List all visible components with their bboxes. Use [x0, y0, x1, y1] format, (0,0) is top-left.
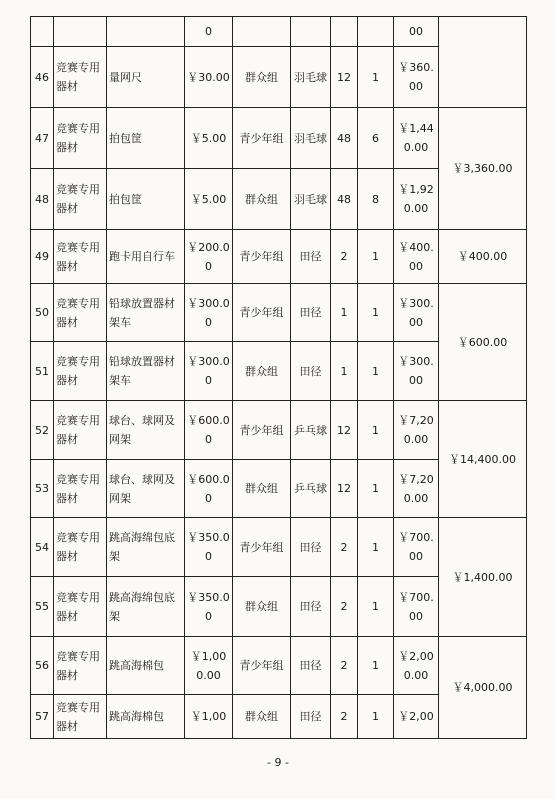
name-cell: 铅球放置器材架车 — [107, 284, 185, 342]
name-cell: 拍包筐 — [107, 169, 185, 230]
subtotal-cell: ￥2,000.00 — [394, 637, 439, 695]
group-cell: 群众组 — [233, 342, 291, 401]
qty-cell: 12 — [331, 47, 358, 108]
category-cell: 竞赛专用器材 — [54, 47, 107, 108]
group-cell: 青少年组 — [233, 284, 291, 342]
idx-cell: 49 — [31, 230, 54, 284]
group-cell: 群众组 — [233, 169, 291, 230]
count-cell: 8 — [358, 169, 394, 230]
subtotal-cell: ￥1,920.00 — [394, 169, 439, 230]
name-cell: 铅球放置器材架车 — [107, 342, 185, 401]
qty-cell: 48 — [331, 169, 358, 230]
subtotal-cell: 00 — [394, 17, 439, 47]
group-cell: 群众组 — [233, 577, 291, 637]
sport-cell: 田径 — [291, 284, 331, 342]
table-row — [31, 230, 527, 284]
sport-cell: 羽毛球 — [291, 108, 331, 169]
sport-cell: 田径 — [291, 695, 331, 739]
table-row — [31, 637, 527, 695]
count-cell: 1 — [358, 637, 394, 695]
name-cell: 跳高海绵包底架 — [107, 518, 185, 577]
qty-cell: 2 — [331, 518, 358, 577]
sport-cell: 田径 — [291, 230, 331, 284]
qty-cell: 2 — [331, 230, 358, 284]
price-cell: ￥350.00 — [185, 577, 233, 637]
name-cell: 跳高海棉包 — [107, 637, 185, 695]
total-cell: ￥1,400.00 — [439, 518, 527, 637]
idx-cell: 54 — [31, 518, 54, 577]
group-cell: 群众组 — [233, 47, 291, 108]
subtotal-cell: ￥360.00 — [394, 47, 439, 108]
qty-cell: 48 — [331, 108, 358, 169]
subtotal-cell: ￥700.00 — [394, 518, 439, 577]
group-cell: 青少年组 — [233, 230, 291, 284]
subtotal-cell: ￥7,200.00 — [394, 460, 439, 518]
price-cell: ￥1,000.00 — [185, 637, 233, 695]
qty-cell: 12 — [331, 460, 358, 518]
group-cell: 群众组 — [233, 460, 291, 518]
subtotal-cell: ￥300.00 — [394, 342, 439, 401]
total-cell: ￥600.00 — [439, 284, 527, 401]
price-cell: ￥300.00 — [185, 342, 233, 401]
sport-cell: 乒乓球 — [291, 460, 331, 518]
count-cell: 1 — [358, 284, 394, 342]
category-cell: 竞赛专用器材 — [54, 169, 107, 230]
table-row — [31, 284, 527, 342]
subtotal-cell: ￥1,440.00 — [394, 108, 439, 169]
subtotal-cell: ￥7,200.00 — [394, 401, 439, 460]
sport-cell: 羽毛球 — [291, 47, 331, 108]
qty-cell: 2 — [331, 695, 358, 739]
name-cell: 跑卡用自行车 — [107, 230, 185, 284]
name-cell: 球台、球网及网架 — [107, 401, 185, 460]
idx-cell: 50 — [31, 284, 54, 342]
count-cell: 1 — [358, 47, 394, 108]
equipment-budget-table — [30, 16, 527, 739]
table-row — [31, 17, 527, 47]
price-cell: ￥600.00 — [185, 401, 233, 460]
category-cell: 竞赛专用器材 — [54, 284, 107, 342]
idx-cell: 56 — [31, 637, 54, 695]
qty-cell: 1 — [331, 342, 358, 401]
count-cell: 1 — [358, 401, 394, 460]
sport-cell — [291, 17, 331, 47]
idx-cell: 52 — [31, 401, 54, 460]
idx-cell — [31, 17, 54, 47]
table-row — [31, 401, 527, 460]
total-cell — [439, 17, 527, 108]
category-cell: 竞赛专用器材 — [54, 401, 107, 460]
idx-cell: 46 — [31, 47, 54, 108]
count-cell: 1 — [358, 518, 394, 577]
category-cell: 竞赛专用器材 — [54, 342, 107, 401]
idx-cell: 53 — [31, 460, 54, 518]
count-cell: 1 — [358, 342, 394, 401]
total-cell: ￥3,360.00 — [439, 108, 527, 230]
count-cell: 1 — [358, 577, 394, 637]
sport-cell: 田径 — [291, 577, 331, 637]
table-row — [31, 108, 527, 169]
group-cell: 青少年组 — [233, 637, 291, 695]
name-cell — [107, 17, 185, 47]
name-cell: 跳高海棉包 — [107, 695, 185, 739]
page-number: - 9 - — [267, 756, 289, 769]
category-cell: 竞赛专用器材 — [54, 518, 107, 577]
name-cell: 量网尺 — [107, 47, 185, 108]
price-cell: 0 — [185, 17, 233, 47]
idx-cell: 51 — [31, 342, 54, 401]
category-cell: 竞赛专用器材 — [54, 230, 107, 284]
idx-cell: 57 — [31, 695, 54, 739]
group-cell: 青少年组 — [233, 518, 291, 577]
subtotal-cell: ￥2,00 — [394, 695, 439, 739]
count-cell: 1 — [358, 460, 394, 518]
count-cell: 6 — [358, 108, 394, 169]
table-body — [31, 17, 527, 739]
sport-cell: 羽毛球 — [291, 169, 331, 230]
name-cell: 跳高海绵包底架 — [107, 577, 185, 637]
qty-cell — [331, 17, 358, 47]
qty-cell: 12 — [331, 401, 358, 460]
price-cell: ￥1,00 — [185, 695, 233, 739]
group-cell: 青少年组 — [233, 401, 291, 460]
price-cell: ￥30.00 — [185, 47, 233, 108]
group-cell: 群众组 — [233, 695, 291, 739]
total-cell: ￥4,000.00 — [439, 637, 527, 739]
idx-cell: 48 — [31, 169, 54, 230]
category-cell — [54, 17, 107, 47]
subtotal-cell: ￥300.00 — [394, 284, 439, 342]
sport-cell: 田径 — [291, 637, 331, 695]
sport-cell: 田径 — [291, 342, 331, 401]
group-cell: 青少年组 — [233, 108, 291, 169]
idx-cell: 55 — [31, 577, 54, 637]
category-cell: 竞赛专用器材 — [54, 577, 107, 637]
qty-cell: 1 — [331, 284, 358, 342]
count-cell: 1 — [358, 230, 394, 284]
qty-cell: 2 — [331, 577, 358, 637]
price-cell: ￥300.00 — [185, 284, 233, 342]
sport-cell: 田径 — [291, 518, 331, 577]
category-cell: 竞赛专用器材 — [54, 108, 107, 169]
group-cell — [233, 17, 291, 47]
price-cell: ￥5.00 — [185, 108, 233, 169]
total-cell: ￥14,400.00 — [439, 401, 527, 518]
name-cell: 拍包筐 — [107, 108, 185, 169]
price-cell: ￥200.00 — [185, 230, 233, 284]
category-cell: 竞赛专用器材 — [54, 637, 107, 695]
subtotal-cell: ￥400.00 — [394, 230, 439, 284]
idx-cell: 47 — [31, 108, 54, 169]
sport-cell: 乒乓球 — [291, 401, 331, 460]
count-cell: 1 — [358, 695, 394, 739]
category-cell: 竞赛专用器材 — [54, 695, 107, 739]
price-cell: ￥350.00 — [185, 518, 233, 577]
count-cell — [358, 17, 394, 47]
price-cell: ￥600.00 — [185, 460, 233, 518]
price-cell: ￥5.00 — [185, 169, 233, 230]
category-cell: 竞赛专用器材 — [54, 460, 107, 518]
subtotal-cell: ￥700.00 — [394, 577, 439, 637]
name-cell: 球台、球网及网架 — [107, 460, 185, 518]
total-cell: ￥400.00 — [439, 230, 527, 284]
qty-cell: 2 — [331, 637, 358, 695]
table-row — [31, 518, 527, 577]
